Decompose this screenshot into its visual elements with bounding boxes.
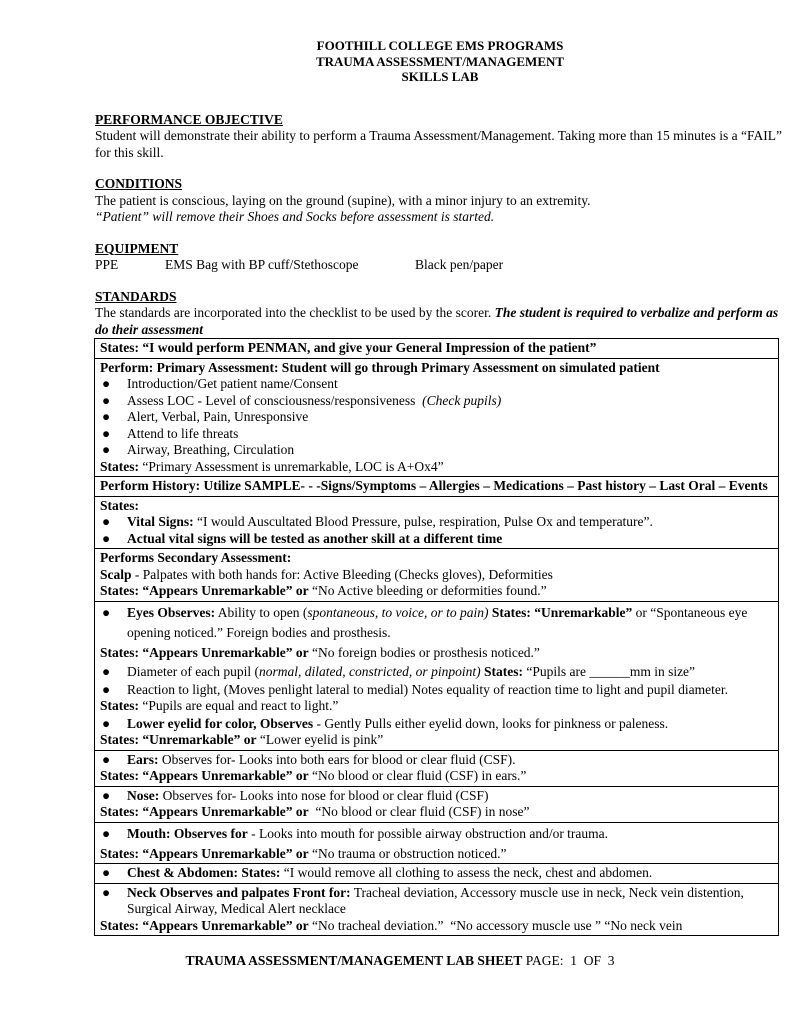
bullet-icon: ● — [102, 884, 111, 900]
list-item: ● Introduction/Get patient name/Consent — [102, 376, 338, 391]
conditions-note: “Patient” will remove their Shoes and Socks before assessment is started. — [95, 209, 495, 224]
history-statement: Perform History: Utilize SAMPLE- - -Signs/Symptoms – Allergies – Medications – Past history – Last Oral – Events — [95, 477, 779, 497]
eyelid-states: States: “Unremarkable” or “Lower eyelid is pink” — [100, 732, 384, 747]
checklist-row — [95, 750, 779, 786]
list-item: ● Ears: Observes for- Looks into both ears for blood or clear fluid (CSF). — [102, 751, 516, 767]
chest-abdomen-cell — [95, 864, 779, 884]
objective-text: Student will demonstrate their ability to perform a Trauma Assessment/Management. Taking more than 15 minutes is a “FAIL” for this skill. — [95, 128, 782, 160]
ears-cell — [95, 750, 779, 786]
bullet-icon: ● — [102, 787, 111, 803]
document-header — [95, 38, 785, 85]
bullet-icon: ● — [102, 376, 111, 391]
conditions-section — [95, 176, 785, 226]
checklist-row — [95, 496, 779, 549]
nose-cell — [95, 786, 779, 822]
equipment-section — [95, 241, 785, 274]
document-page — [95, 38, 785, 936]
eyes-cell — [95, 601, 779, 750]
list-item: ● Vital Signs: “I would Auscultated Blood Pressure, pulse, respiration, Pulse Ox and temperature”. — [102, 514, 653, 529]
bullet-icon: ● — [102, 530, 111, 546]
list-item: ● Actual vital signs will be tested as another skill at a different time — [102, 530, 503, 546]
standards-title: STANDARDS — [95, 288, 177, 304]
list-item: ● Diameter of each pupil (normal, dilated, constricted, or pinpoint) States: “Pupils are ______mm in size” — [102, 664, 696, 679]
neck-states: States: “Appears Unremarkable” or “No tracheal deviation.” “No accessory muscle use ” “No neck vein — [100, 917, 683, 933]
primary-states: States: “Primary Assessment is unremarkable, LOC is A+Ox4” — [100, 458, 444, 474]
list-item: ● Neck Observes and palpates Front for: Tracheal deviation, Accessory muscle use in neck, Neck vein distention, Surgical Airway, Medical Alert necklace — [102, 884, 744, 916]
bullet-icon: ● — [102, 604, 111, 620]
mouth-cell — [95, 822, 779, 864]
bullet-icon: ● — [102, 514, 111, 529]
bullet-icon: ● — [102, 715, 111, 731]
bullet-icon: ● — [102, 751, 111, 767]
equipment-item: PPE — [95, 257, 119, 272]
penman-statement: States: “I would perform PENMAN, and give your General Impression of the patient” — [95, 339, 779, 359]
neck-cell — [95, 883, 779, 936]
bullet-icon: ● — [102, 825, 111, 841]
checklist-row — [95, 601, 779, 750]
primary-assessment-cell — [95, 358, 779, 477]
checklist-row — [95, 477, 779, 497]
page-number: PAGE: 1 OF 3 — [522, 953, 615, 968]
checklist-row — [95, 822, 779, 864]
list-item: ● Assess LOC - Level of consciousness/responsiveness (Check pupils) — [102, 392, 502, 408]
equipment-item: Black pen/paper — [415, 257, 504, 272]
header-line-2: TRAUMA ASSESSMENT/MANAGEMENT — [315, 53, 565, 69]
bullet-icon: ● — [102, 425, 111, 441]
bullet-icon: ● — [102, 664, 111, 679]
secondary-assessment-cell — [95, 549, 779, 602]
mouth-states: States: “Appears Unremarkable” or “No trauma or obstruction noticed.” — [100, 845, 507, 861]
list-item: ● Alert, Verbal, Pain, Unresponsive — [102, 409, 309, 424]
equipment-item: EMS Bag with BP cuff/Stethoscope — [165, 257, 359, 272]
nose-states: States: “Appears Unremarkable” or “No blood or clear fluid (CSF) in nose” — [100, 804, 530, 819]
header-line-3: SKILLS LAB — [401, 69, 479, 84]
vital-signs-cell — [95, 496, 779, 549]
skills-checklist — [94, 338, 779, 936]
list-item: ● Reaction to light, (Moves penlight lateral to medial) Notes equality of reaction time to light and pupil diameter. — [102, 681, 728, 697]
bullet-icon: ● — [102, 865, 111, 880]
list-item: ● Eyes Observes: Ability to open (spontaneous, to voice, or to pain) States: “Unremarkable” or “Spontaneous eye opening noticed.” Foreign bodies and prosthesis. — [100, 603, 773, 643]
standards-text: The standards are incorporated into the checklist to be used by the scorer. — [95, 305, 495, 320]
page-footer — [0, 953, 800, 969]
vitals-states-label: States: — [100, 497, 139, 513]
scalp-line: Scalp - Palpates with both hands for: Active Bleeding (Checks gloves), Deformities — [100, 566, 553, 582]
list-item: ● Attend to life threats — [102, 425, 239, 441]
bullet-icon: ● — [102, 392, 111, 408]
standards-text-block — [95, 305, 785, 338]
list-item: ● Nose: Observes for- Looks into nose for blood or clear fluid (CSF) — [102, 787, 489, 803]
objective-title: PERFORMANCE OBJECTIVE — [95, 111, 283, 127]
standards-emphasis: The student is required to verbalize and perform as do their assessment — [95, 305, 779, 337]
checklist-row — [95, 339, 779, 359]
equipment-list — [95, 257, 785, 274]
list-item: ● Lower eyelid for color, Observes - Gently Pulls either eyelid down, looks for pinkness or paleness. — [102, 715, 669, 731]
list-item: ● Airway, Breathing, Circulation — [102, 442, 295, 457]
conditions-text: The patient is conscious, laying on the ground (supine), with a minor injury to an extremity. — [95, 192, 591, 208]
checklist-row — [95, 358, 779, 477]
footer-label: TRAUMA ASSESSMENT/MANAGEMENT LAB SHEET — [185, 953, 523, 968]
equipment-title: EQUIPMENT — [95, 240, 179, 256]
bullet-icon: ● — [102, 409, 111, 424]
header-line-1: FOOTHILL COLLEGE EMS PROGRAMS — [316, 38, 564, 53]
list-item: ● Mouth: Observes for - Looks into mouth for possible airway obstruction and/or trauma. — [100, 824, 773, 844]
checklist-row — [95, 883, 779, 936]
list-item: ● Chest & Abdomen: States: “I would remove all clothing to assess the neck, chest and abdomen. — [102, 865, 653, 880]
secondary-heading: Performs Secondary Assessment: — [100, 550, 292, 565]
conditions-title: CONDITIONS — [95, 176, 183, 191]
objective-section — [95, 112, 785, 162]
pupil-states: States: “Pupils are equal and react to light.” — [100, 698, 339, 713]
bullet-icon: ● — [102, 442, 111, 457]
bullet-icon: ● — [102, 681, 111, 697]
ears-states: States: “Appears Unremarkable” or “No blood or clear fluid (CSF) in ears.” — [100, 768, 527, 783]
checklist-row — [95, 786, 779, 822]
checklist-row — [95, 549, 779, 602]
checklist-row — [95, 864, 779, 884]
primary-assessment-heading: Perform: Primary Assessment: Student will go through Primary Assessment on simulated patient — [100, 359, 660, 375]
eyes-states: States: “Appears Unremarkable” or “No foreign bodies or prosthesis noticed.” — [100, 644, 540, 660]
standards-section — [95, 289, 785, 339]
scalp-states: States: “Appears Unremarkable” or “No Active bleeding or deformities found.” — [100, 583, 547, 598]
